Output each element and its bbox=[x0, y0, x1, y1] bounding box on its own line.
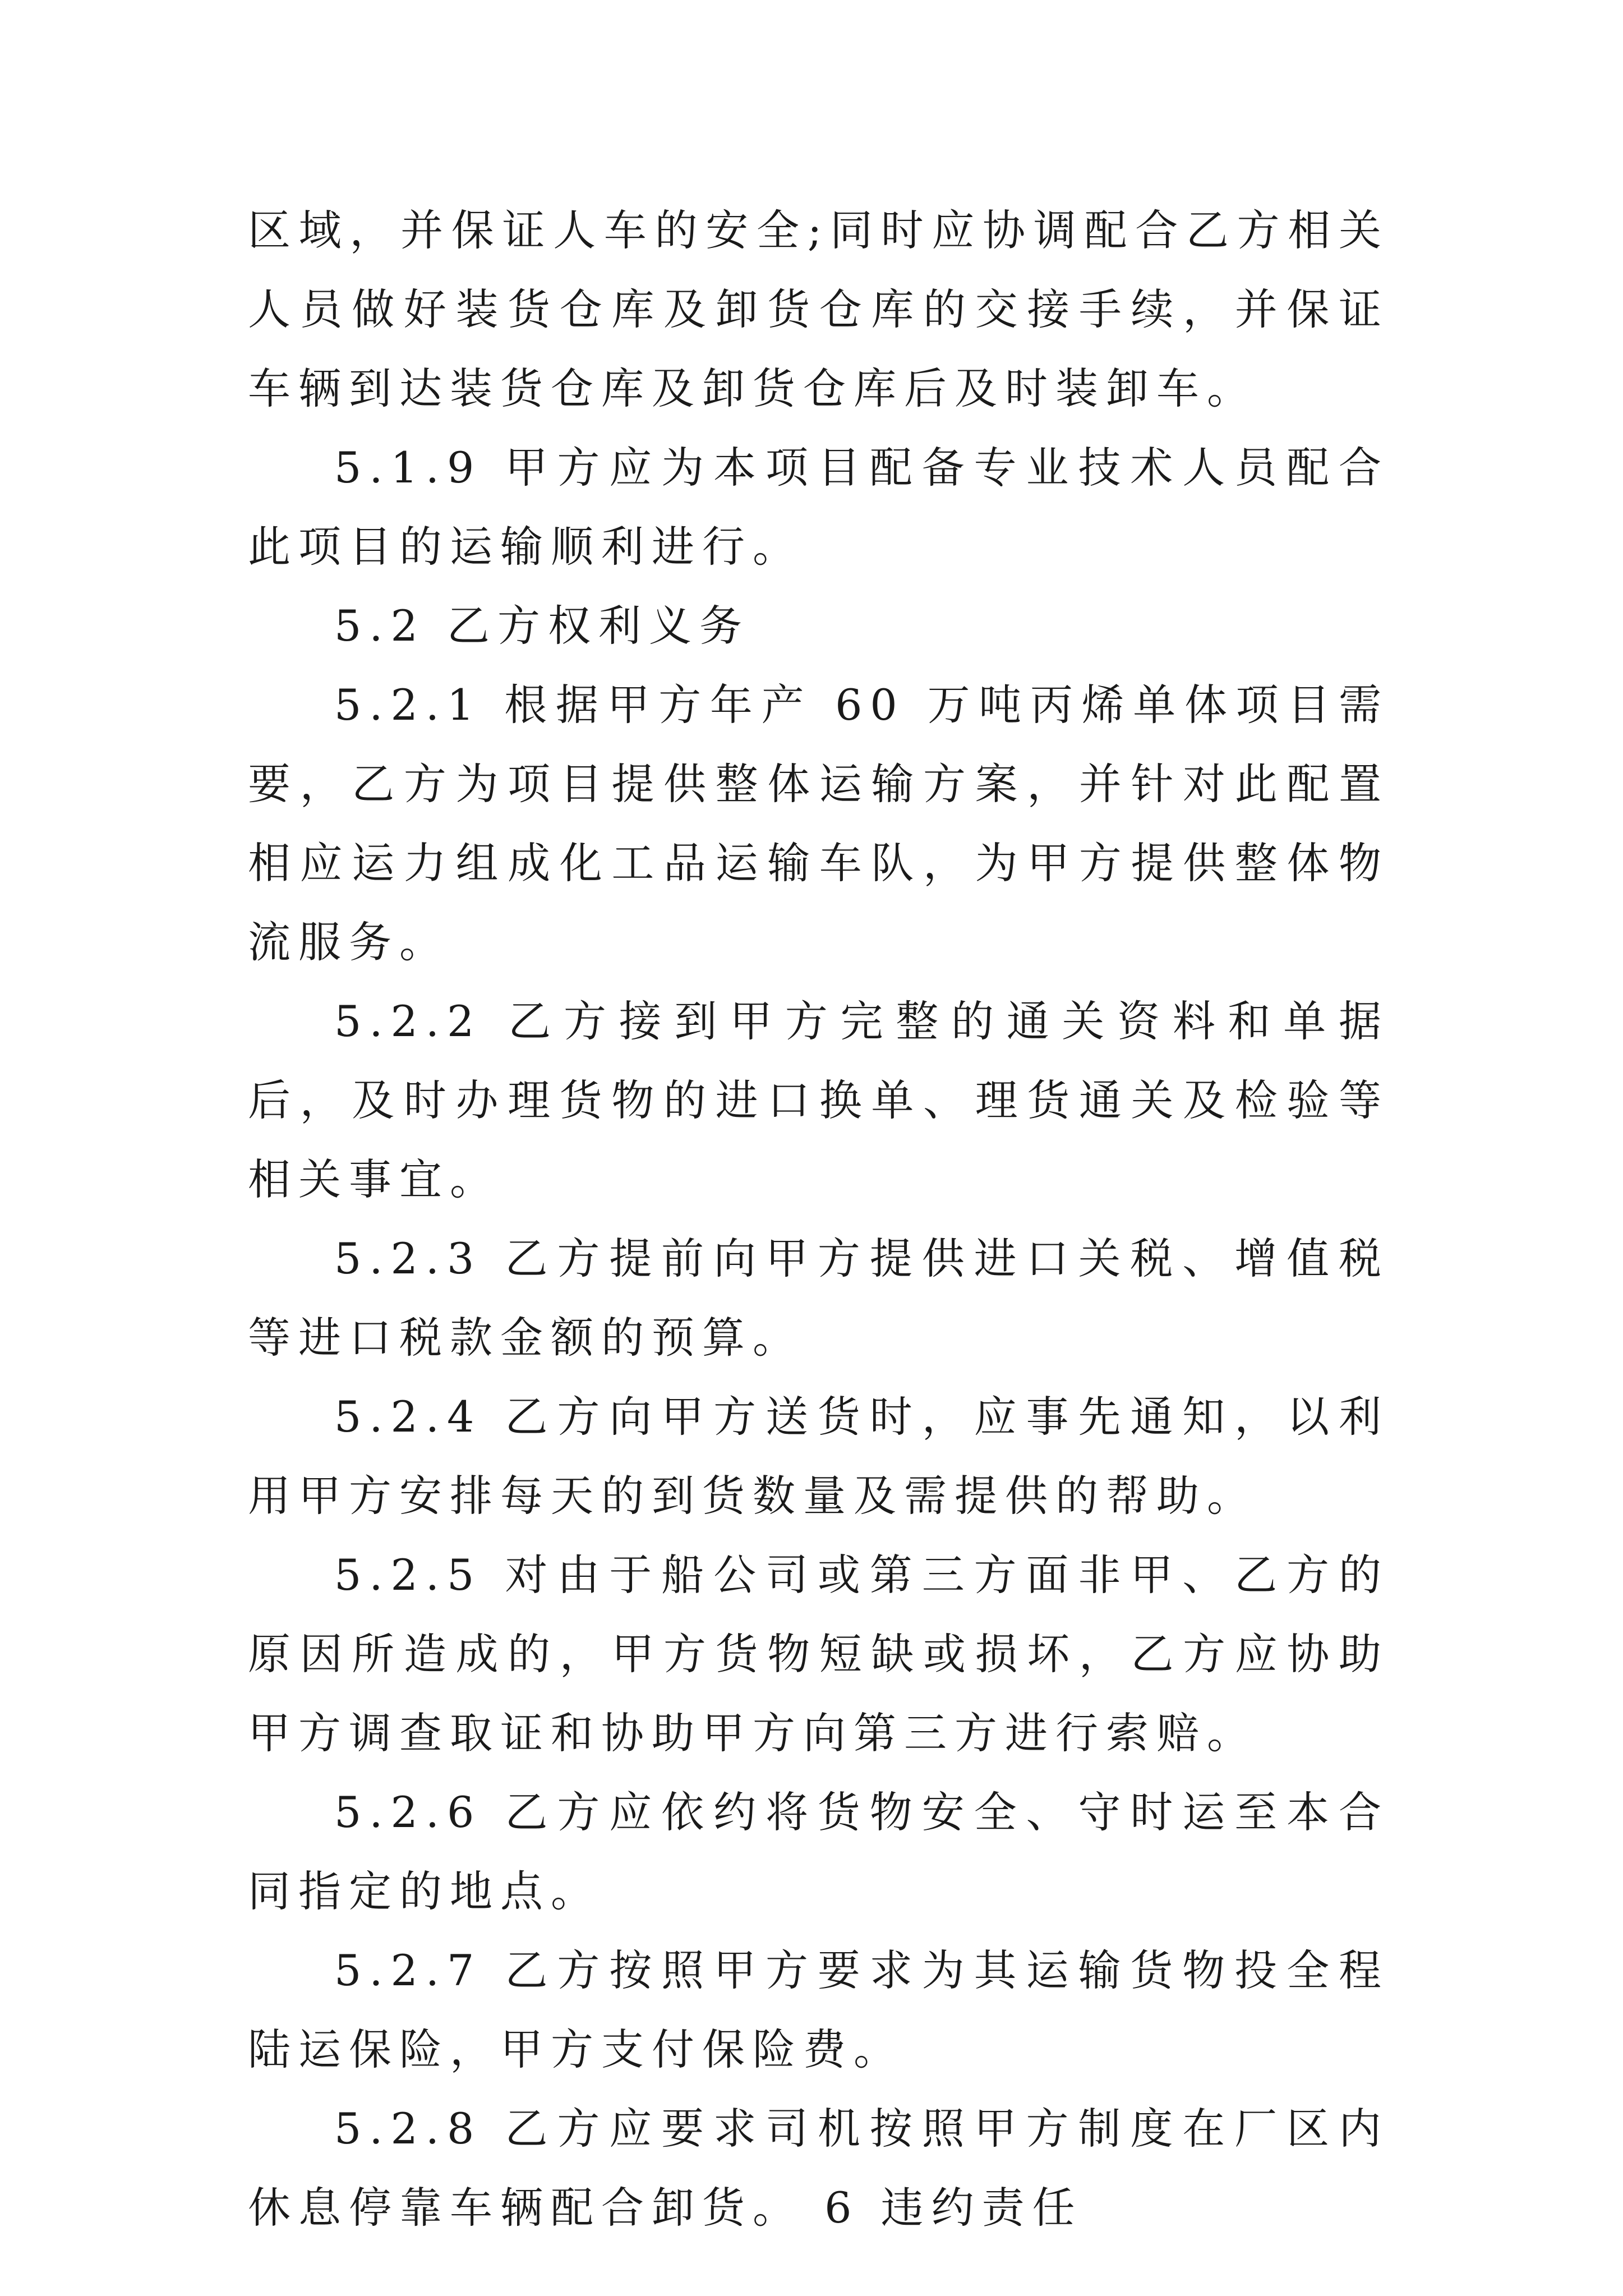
paragraph-5-2-8: 5.2.8 乙方应要求司机按照甲方制度在厂区内休息停靠车辆配合卸货。 6 违约责任 bbox=[248, 2104, 1389, 2233]
paragraph-5-2-3: 5.2.3 乙方提前向甲方提供进口关税、增值税等进口税款金额的预算。 bbox=[248, 1234, 1389, 1363]
paragraph-5-2-5: 5.2.5 对由于船公司或第三方面非甲、乙方的原因所造成的，甲方货物短缺或损坏，乙方应协助甲方调查取证和协助甲方向第三方进行索赔。 bbox=[248, 1550, 1389, 1758]
paragraph-5-2-4: 5.2.4 乙方向甲方送货时，应事先通知，以利用甲方安排每天的到货数量及需提供的帮助。 bbox=[248, 1392, 1389, 1521]
paragraph-5-2-2: 5.2.2 乙方接到甲方完整的通关资料和单据后，及时办理货物的进口换单、理货通关及检验等相关事宜。 bbox=[248, 996, 1389, 1204]
section-heading-5-2: 5.2 乙方权利义务 bbox=[334, 601, 750, 651]
paragraph-5-2-6: 5.2.6 乙方应依约将货物安全、守时运至本合同指定的地点。 bbox=[248, 1787, 1389, 1916]
paragraph-5-1-9: 5.1.9 甲方应为本项目配备专业技术人员配合此项目的运输顺利进行。 bbox=[248, 443, 1389, 572]
paragraph-continuation: 区域，并保证人车的安全;同时应协调配合乙方相关人员做好装货仓库及卸货仓库的交接手续，并保证车辆到达装货仓库及卸货仓库后及时装卸车。 bbox=[248, 205, 1389, 413]
paragraph-5-2-1: 5.2.1 根据甲方年产 60 万吨丙烯单体项目需要，乙方为项目提供整体运输方案，并针对此配置相应运力组成化工品运输车队，为甲方提供整体物流服务。 bbox=[248, 680, 1389, 967]
paragraph-5-2-7: 5.2.7 乙方按照甲方要求为其运输货物投全程陆运保险，甲方支付保险费。 bbox=[248, 1945, 1389, 2074]
document-body bbox=[248, 191, 1389, 2247]
